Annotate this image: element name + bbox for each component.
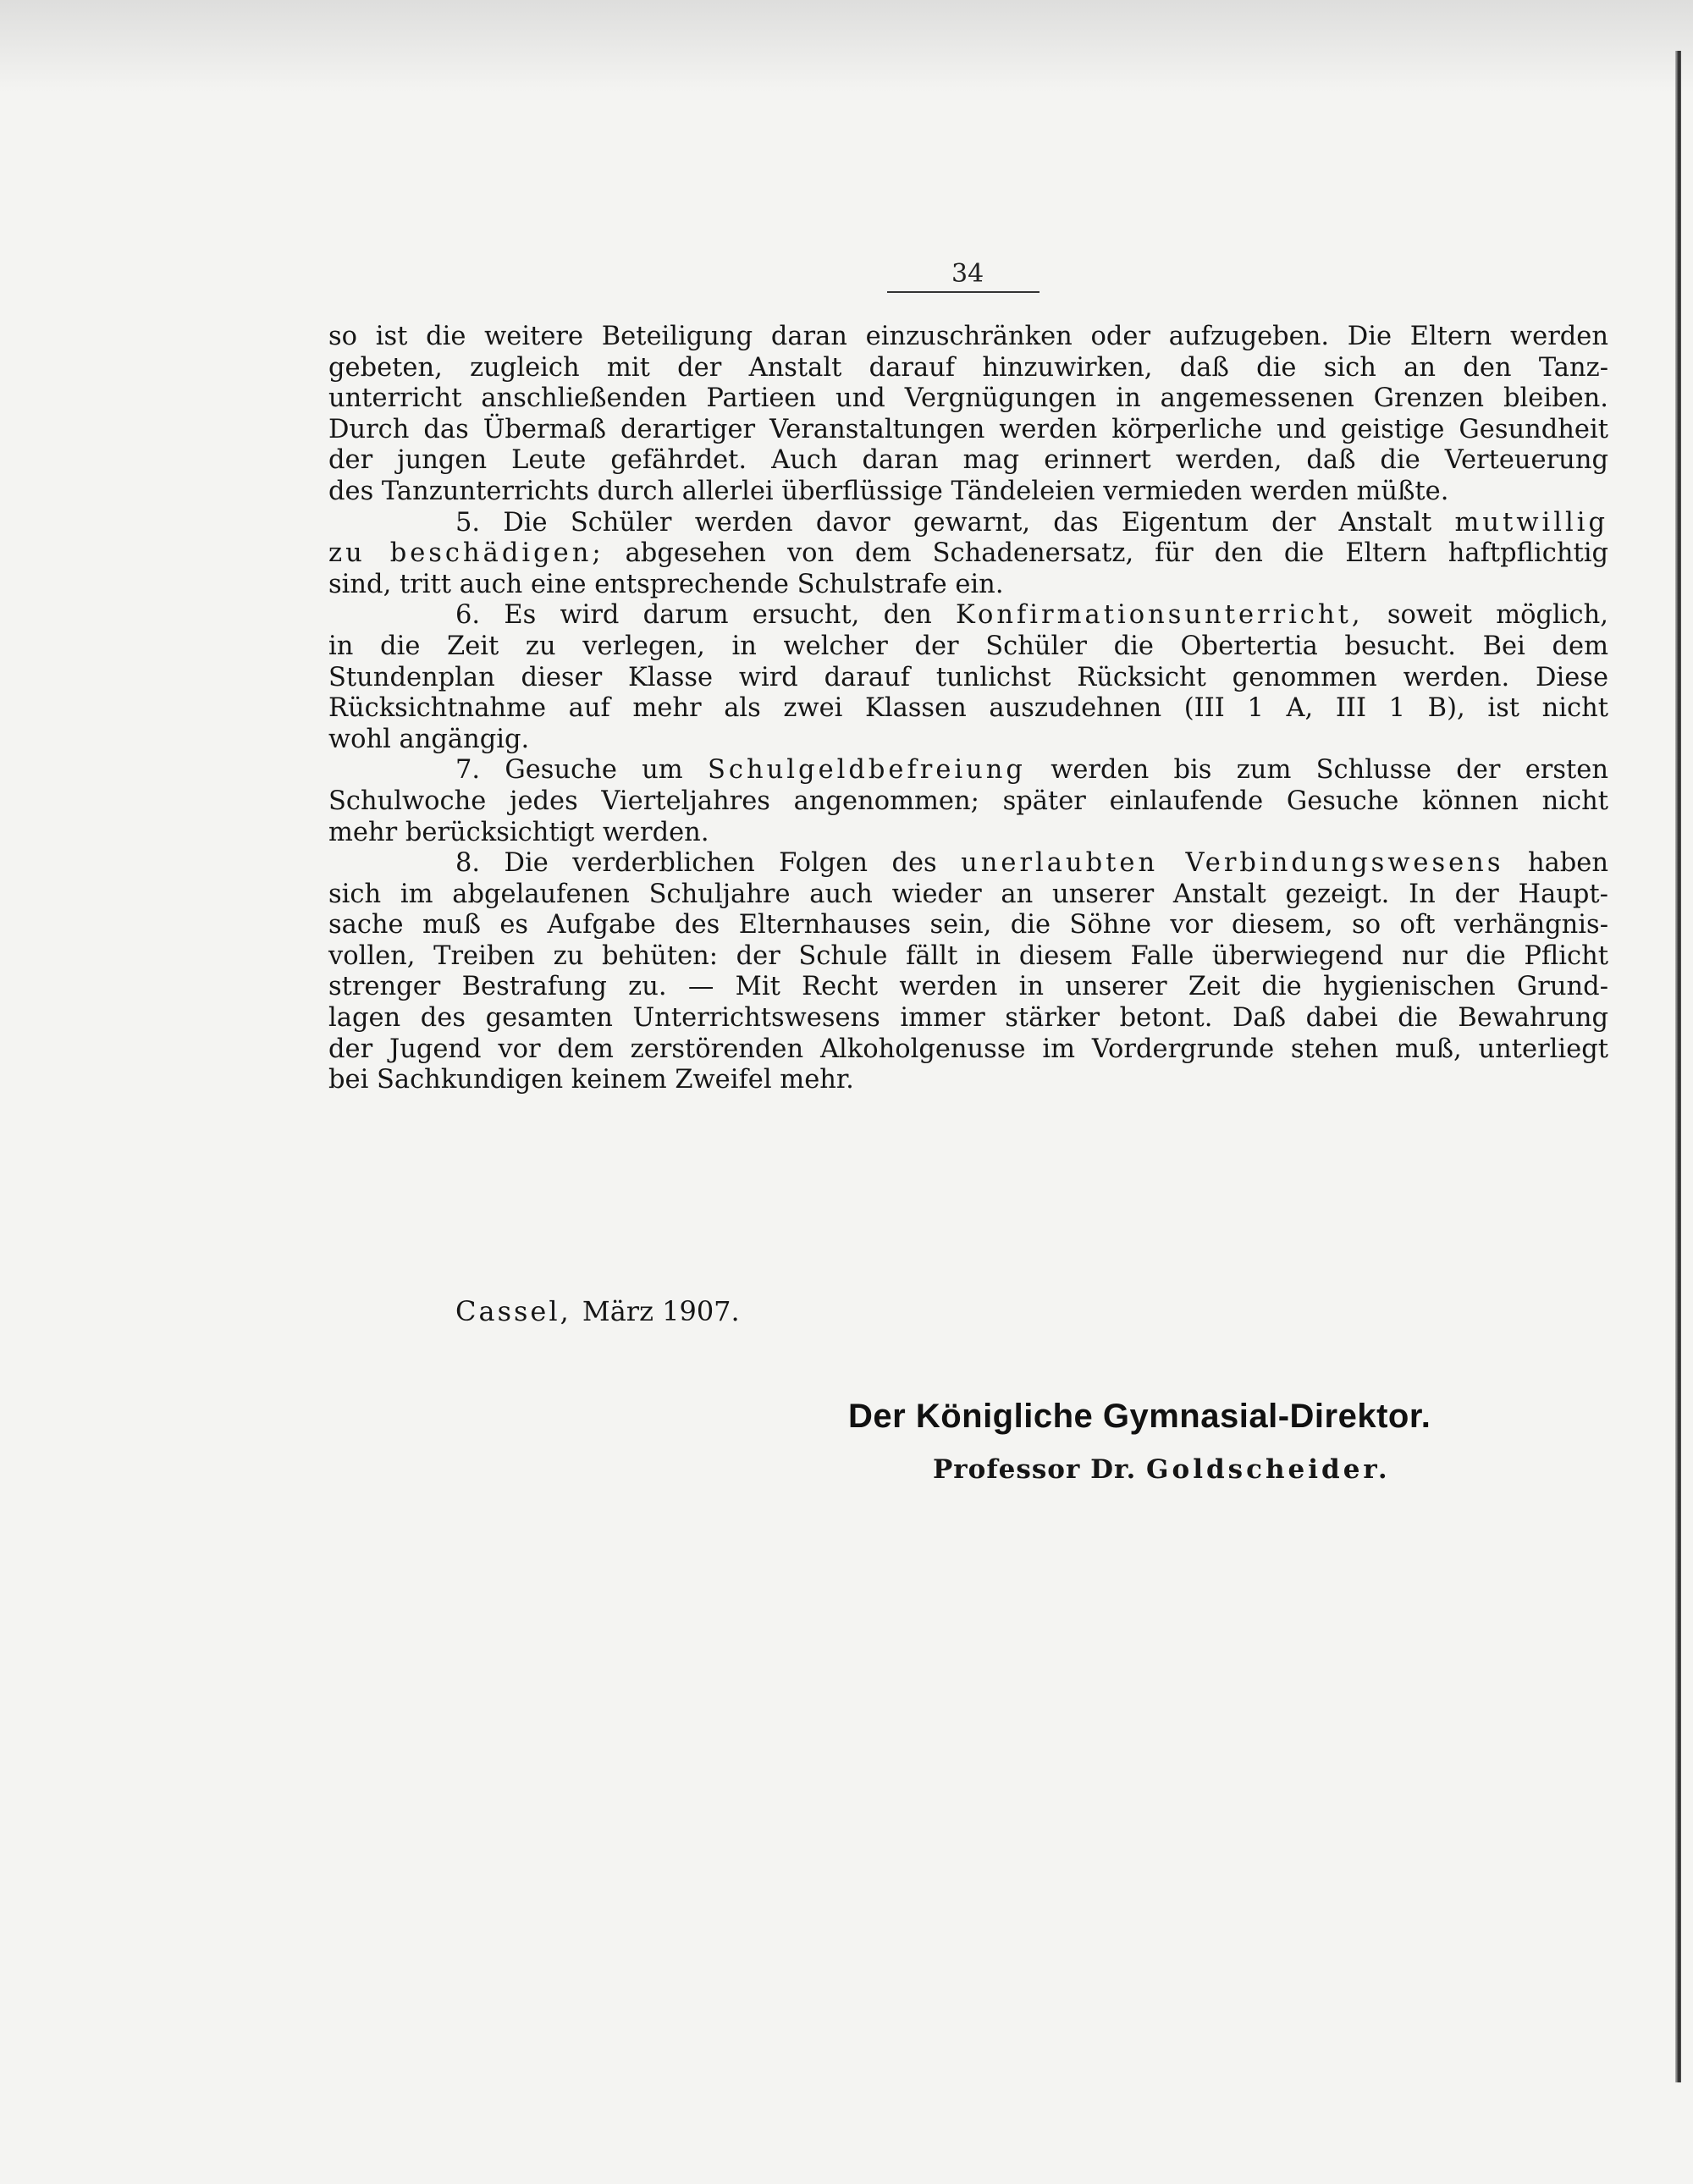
text-line: [328, 383, 1608, 415]
text-run: abgesehen von dem Schadenersatz, für den die Eltern haftpflichtig: [625, 538, 1608, 569]
text-line: [328, 600, 1608, 631]
emphasized-text: zu beschädigen;: [328, 538, 604, 569]
body-text: [328, 322, 1608, 1096]
text-run: Schulwoche jedes Vierteljahres angenommen; später einlaufende Gesuche können nicht: [328, 786, 1608, 816]
emphasized-text: Schulgeldbefreiung: [708, 755, 1026, 786]
text-run: Rücksichtnahme auf mehr als zwei Klassen auszudehnen (III 1 A, III 1 B), ist nicht: [328, 693, 1608, 724]
text-run: 7. Gesuche um: [455, 755, 683, 786]
text-run: der Jugend vor dem zerstörenden Alkoholgenusse im Vordergrunde stehen muß, unterliegt: [328, 1034, 1608, 1064]
signature-name: [933, 1454, 1391, 1485]
text-run: vollen, Treiben zu behüten: der Schule fällt in diesem Falle überwiegend nur die Pflicht: [328, 940, 1608, 971]
text-line: [328, 477, 1608, 508]
text-line: [328, 941, 1608, 973]
text-line: [328, 322, 1608, 353]
text-line: [328, 755, 1608, 786]
text-line: [328, 1003, 1608, 1034]
text-run: lagen des gesamten Unterrichtswesens immer stärker betont. Daß dabei die Bewahrung: [328, 1003, 1608, 1034]
text-line: [328, 353, 1608, 384]
text-run: 5. Die Schüler werden davor gewarnt, das Eigentum der Anstalt: [455, 507, 1432, 538]
emphasized-text: Konfirmationsunterricht,: [956, 600, 1364, 631]
text-run: strenger Bestrafung zu. — Mit Recht werden in unserer Zeit die hygienischen Grund-: [328, 972, 1608, 1002]
text-line: [328, 663, 1608, 694]
text-run: des Tanzunterrichts durch allerlei überflüssige Tändeleien vermieden werden müßte.: [328, 476, 1449, 506]
text-line: [328, 1065, 1608, 1096]
page-number-rule: [887, 291, 1040, 293]
text-run: sind, tritt auch eine entsprechende Schulstrafe ein.: [328, 569, 1004, 599]
page-top-shadow: [0, 0, 1693, 93]
text-line: [328, 445, 1608, 477]
text-line: [328, 631, 1608, 663]
text-line: [328, 570, 1608, 601]
text-line: [328, 972, 1608, 1003]
text-run: haben: [1527, 848, 1608, 879]
text-run: soweit möglich,: [1387, 600, 1608, 631]
text-run: bei Sachkundigen keinem Zweifel mehr.: [328, 1065, 854, 1095]
text-run: wohl angängig.: [328, 724, 530, 754]
text-run: der jungen Leute gefährdet. Auch daran mag erinnert werden, daß die Verteuerung: [328, 445, 1608, 476]
emphasized-text: unerlaubten Verbindungswesens: [961, 848, 1504, 879]
signature-prefix: Professor Dr.: [933, 1454, 1137, 1485]
text-run: Durch das Übermaß derartiger Veranstaltungen werden körperliche und geistige Gesundheit: [328, 414, 1608, 444]
text-line: [328, 848, 1608, 880]
text-line: [328, 538, 1608, 570]
text-run: 8. Die verderblichen Folgen des: [455, 848, 937, 879]
text-run: werden bis zum Schlusse der ersten: [1051, 755, 1608, 786]
text-line: [328, 508, 1608, 539]
signature-surname: Goldscheider.: [1146, 1454, 1391, 1485]
text-run: gebeten, zugleich mit der Anstalt darauf hinzuwirken, daß die sich an den Tanz-: [328, 352, 1608, 383]
text-run: sache muß es Aufgabe des Elternhauses sein, die Söhne vor diesem, so oft verhängnis-: [328, 910, 1608, 940]
text-run: mehr berücksichtigt werden.: [328, 817, 709, 847]
closing-date: März 1907.: [582, 1295, 740, 1327]
closing-line: [455, 1295, 740, 1327]
text-run: sich im abgelaufenen Schuljahre auch wieder an unserer Anstalt gezeigt. In der Haupt-: [328, 879, 1608, 909]
text-line: [328, 1034, 1608, 1066]
text-run: so ist die weitere Beteiligung daran einzuschränken oder aufzugeben. Die Eltern werden: [328, 322, 1608, 351]
text-line: [328, 693, 1608, 725]
text-run: Stundenplan dieser Klasse wird darauf tunlichst Rücksicht genommen werden. Diese: [328, 662, 1608, 692]
page-binding-edge: [1675, 51, 1681, 2082]
text-line: [328, 786, 1608, 818]
text-run: 6. Es wird darum ersucht, den: [455, 600, 932, 631]
text-line: [328, 415, 1608, 446]
text-line: [328, 880, 1608, 911]
text-run: in die Zeit zu verlegen, in welcher der Schüler die Obertertia besucht. Bei dem: [328, 631, 1608, 661]
text-line: [328, 725, 1608, 756]
signature-title: Der Königliche Gymnasial-Direktor.: [848, 1398, 1431, 1435]
page-number: 34: [951, 259, 984, 289]
emphasized-text: mutwillig: [1454, 507, 1608, 538]
text-run: unterricht anschließenden Partieen und Vergnügungen in angemessenen Grenzen bleiben.: [328, 383, 1608, 414]
text-line: [328, 910, 1608, 941]
text-line: [328, 818, 1608, 849]
closing-place: Cassel,: [455, 1295, 571, 1327]
